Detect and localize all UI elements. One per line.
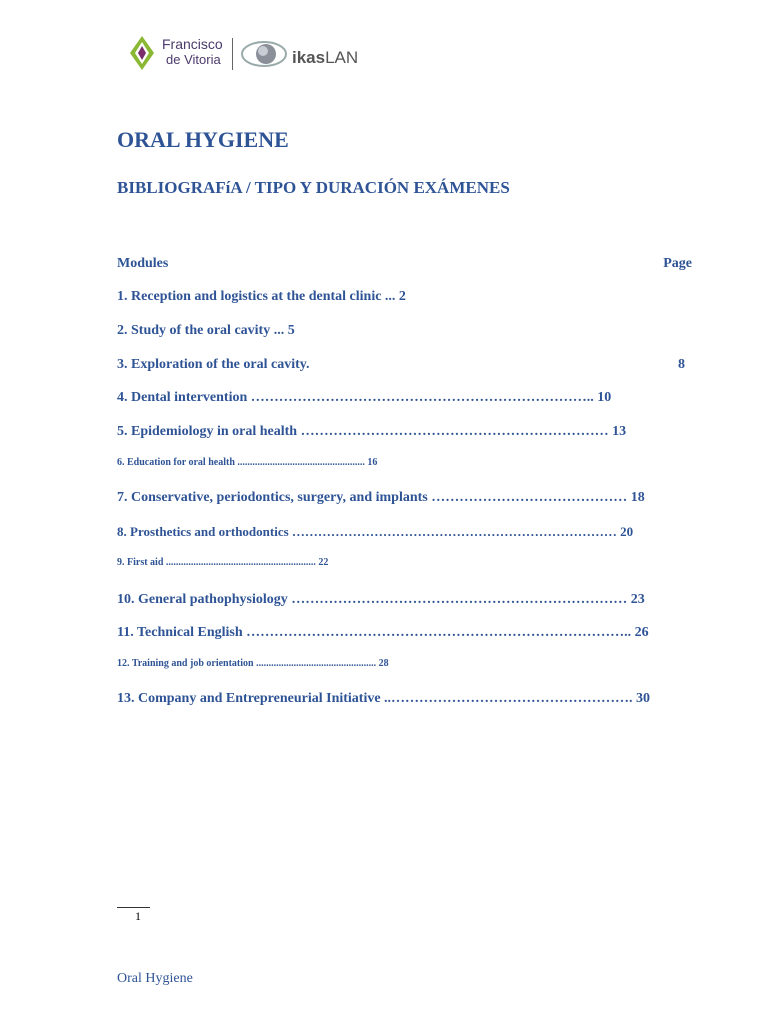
toc-entry: 4. Dental intervention ……………………………………………………………….. 10 <box>117 390 612 405</box>
francisco-de-vitoria-emblem-icon <box>128 34 156 72</box>
toc-entry: 2. Study of the oral cavity ... 5 <box>117 323 295 338</box>
logo-ikaslan-text <box>292 48 358 68</box>
modules-column-header: Modules <box>117 256 169 271</box>
header-logo <box>128 32 363 74</box>
footnote-separator <box>117 907 150 908</box>
page-column-header: Page <box>663 256 692 271</box>
toc-entry: 7. Conservative, periodontics, surgery, and implants …………………………………… 18 <box>117 490 645 505</box>
toc-entry-text: 3. Exploration of the oral cavity. <box>117 357 310 372</box>
toc-entry-page: 8 <box>678 357 685 372</box>
page-subtitle: BIBLIOGRAFíA / TIPO Y DURACIÓN EXÁMENES <box>117 178 510 197</box>
logo-de-vitoria-text: de Vitoria <box>166 52 221 67</box>
logo-ikas-text: ikas <box>292 48 326 67</box>
page-title: ORAL HYGIENE <box>117 127 289 152</box>
toc-entry: 10. General pathophysiology ……………………………………………………………… 23 <box>117 592 645 607</box>
toc-entry: 9. First aid ............................................................ 22 <box>117 557 329 568</box>
ikaslan-globe-icon <box>240 38 288 70</box>
footnote-number: 1 <box>135 909 141 923</box>
toc-entry <box>117 357 310 373</box>
toc-entry: 5. Epidemiology in oral health ………………………………………………………… 13 <box>117 424 627 439</box>
toc-entry: 13. Company and Entrepreneurial Initiative ..……………………………………………. 30 <box>117 691 651 706</box>
toc-entry: 12. Training and job orientation ................................................ 28 <box>117 658 389 669</box>
logo-francisco-text: Francisco <box>162 36 223 52</box>
toc-entry: 8. Prosthetics and orthodontics ………………………………………………………………… 20 <box>117 524 634 539</box>
page-footer: Oral Hygiene <box>117 971 193 986</box>
toc-entry: 11. Technical English ……………………………………………………………………….. 26 <box>117 625 649 640</box>
logo-divider <box>232 38 233 70</box>
toc-entry: 6. Education for oral health ................................................... 16 <box>117 457 378 468</box>
logo-lan-text: LAN <box>325 48 359 67</box>
toc-entry: 1. Reception and logistics at the dental clinic ... 2 <box>117 289 406 304</box>
